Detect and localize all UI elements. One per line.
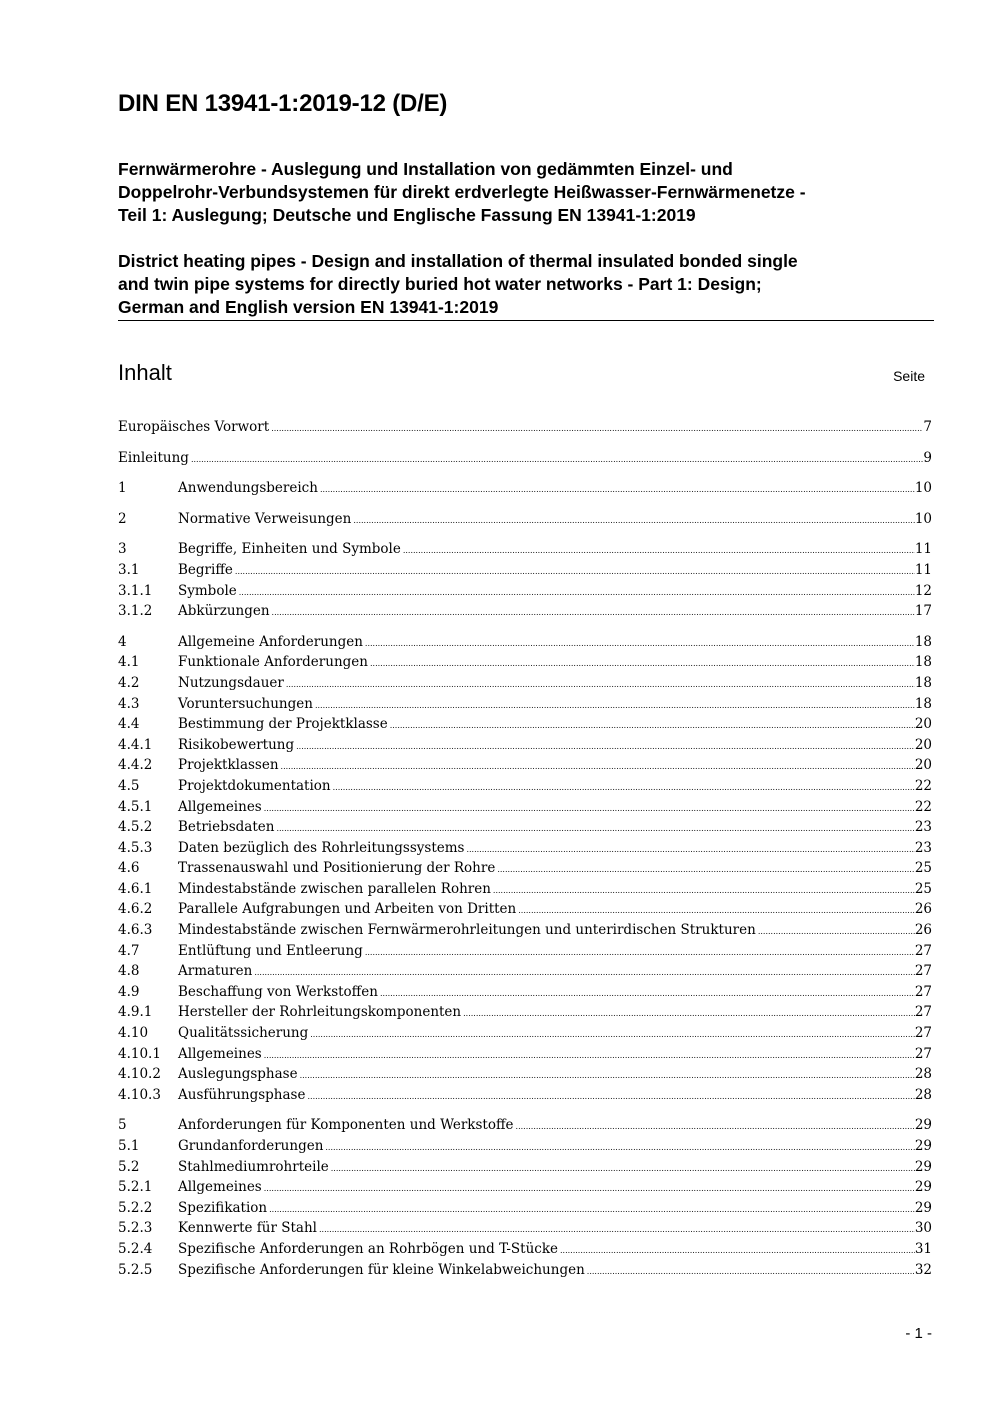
toc-entry-page: 27 (914, 1045, 932, 1062)
toc-entry[interactable] (118, 838, 932, 859)
toc-leader-dots (269, 1198, 915, 1221)
toc-entry-title: Parallele Aufgrabungen und Arbeiten von Dritten (178, 901, 517, 918)
toc-leader-dots (320, 478, 915, 501)
toc-entry[interactable] (118, 694, 932, 715)
toc-entry-page: 27 (914, 983, 932, 1000)
toc-entry-page: 12 (914, 582, 932, 599)
toc-leader-dots (587, 1260, 915, 1283)
toc-entry[interactable] (118, 1239, 932, 1260)
toc-entry-page: 18 (914, 674, 932, 691)
toc-entry-page: 10 (914, 480, 932, 497)
toc-entry-number: 5 (118, 1117, 127, 1134)
table-of-contents (118, 417, 932, 1280)
toc-entry[interactable] (118, 560, 932, 581)
toc-entry-page: 25 (914, 880, 932, 897)
toc-entry-page: 27 (914, 1004, 932, 1021)
toc-leader-dots (276, 817, 914, 840)
toc-entry-number: 4.9 (118, 983, 140, 1000)
toc-entry-title: Einleitung (118, 449, 189, 466)
toc-entry-page: 22 (914, 798, 932, 815)
toc-entry-number: 4 (118, 633, 127, 650)
toc-entry-page: 27 (914, 1025, 932, 1042)
toc-entry-page: 29 (914, 1199, 932, 1216)
toc-leader-dots (370, 652, 915, 675)
toc-leader-dots (331, 1157, 915, 1180)
toc-entry-page: 29 (914, 1179, 932, 1196)
toc-leader-dots (365, 632, 915, 655)
toc-entry-number: 2 (118, 510, 127, 527)
toc-entry-page: 7 (923, 419, 932, 435)
toc-leader-dots (310, 1023, 915, 1046)
toc-entry[interactable] (118, 1260, 932, 1281)
toc-entry-page: 32 (914, 1261, 932, 1278)
toc-entry[interactable] (118, 941, 932, 962)
toc-entry-title: Allgemeines (178, 1045, 262, 1062)
toc-entry-number: 4.7 (118, 942, 140, 959)
toc-leader-dots (264, 1177, 915, 1200)
toc-entry-number: 4.4.1 (118, 736, 153, 753)
toc-entry[interactable] (118, 673, 932, 694)
toc-entry[interactable] (118, 1157, 932, 1178)
toc-entry-number: 4.6.3 (118, 922, 153, 939)
subtitle-english: District heating pipes - Design and installation of thermal insulated bonded single and twin pipe systems for directly buried hot water networks - Part 1: Design; German and English version EN 13941-1:2019 (118, 251, 798, 317)
page-number: - 1 - (905, 1325, 932, 1342)
toc-entry[interactable] (118, 776, 932, 797)
toc-leader-dots (758, 920, 915, 943)
toc-leader-dots (296, 735, 915, 758)
toc-entry-page: 27 (914, 942, 932, 959)
title-divider (118, 320, 934, 321)
toc-entry[interactable] (118, 448, 932, 469)
toc-entry-number: 5.2 (118, 1158, 140, 1175)
toc-entry[interactable] (118, 1044, 932, 1065)
toc-leader-dots (380, 982, 915, 1005)
toc-entry-title: Mindestabstände zwischen parallelen Rohren (178, 880, 491, 897)
toc-entry-number: 4.4.2 (118, 757, 153, 774)
toc-heading: Inhalt (118, 360, 172, 385)
toc-entry[interactable] (118, 1177, 932, 1198)
toc-entry-title: Normative Verweisungen (178, 510, 352, 527)
toc-page-label: Seite (893, 368, 925, 384)
toc-entry[interactable] (118, 478, 932, 499)
toc-entry-title: Allgemeine Anforderungen (178, 633, 363, 650)
toc-entry-title: Daten bezüglich des Rohrleitungssystems (178, 839, 465, 856)
toc-entry-page: 30 (914, 1220, 932, 1237)
toc-entry-title: Allgemeines (178, 1179, 262, 1196)
toc-entry-number: 4.5.3 (118, 839, 153, 856)
toc-entry[interactable] (118, 817, 932, 838)
toc-entry-page: 28 (914, 1086, 932, 1103)
toc-entry-title: Auslegungsphase (178, 1066, 298, 1083)
toc-entry-title: Entlüftung und Entleerung (178, 942, 363, 959)
document-title: DIN EN 13941-1:2019-12 (D/E) (118, 90, 448, 117)
toc-entry-page: 26 (914, 922, 932, 939)
toc-entry-page: 11 (914, 541, 932, 558)
toc-entry-title: Europäisches Vorwort (118, 419, 270, 435)
toc-leader-dots (365, 941, 915, 964)
toc-entry-title: Anforderungen für Komponenten und Werkstoffe (178, 1117, 514, 1134)
toc-leader-dots (353, 509, 914, 532)
toc-entry-title: Abkürzungen (178, 603, 270, 620)
toc-leader-dots (239, 581, 915, 604)
toc-entry[interactable] (118, 961, 932, 982)
toc-entry[interactable] (118, 417, 932, 438)
toc-entry[interactable] (118, 1002, 932, 1023)
toc-entry-page: 31 (914, 1240, 932, 1257)
toc-entry-title: Begriffe (178, 561, 233, 578)
toc-entry-number: 5.2.2 (118, 1199, 153, 1216)
toc-entry-number: 4.10.3 (118, 1086, 161, 1103)
toc-leader-dots (463, 1002, 915, 1025)
toc-leader-dots (333, 776, 915, 799)
toc-entry-title: Qualitätssicherung (178, 1025, 309, 1042)
toc-leader-dots (254, 961, 915, 984)
toc-leader-dots (315, 694, 915, 717)
toc-entry-title: Trassenauswahl und Positionierung der Rohre (178, 860, 496, 877)
toc-entry-number: 4.1 (118, 654, 140, 671)
toc-leader-dots (300, 1064, 915, 1087)
toc-leader-dots (403, 539, 915, 562)
toc-entry[interactable] (118, 920, 932, 941)
toc-entry-title: Armaturen (178, 963, 253, 980)
toc-entry-title: Ausführungsphase (178, 1086, 306, 1103)
toc-entry[interactable] (118, 1064, 932, 1085)
toc-entry-page: 26 (914, 901, 932, 918)
toc-leader-dots (518, 899, 915, 922)
toc-leader-dots (281, 755, 915, 778)
toc-entry-title: Anwendungsbereich (178, 480, 318, 497)
toc-entry-page: 20 (914, 736, 932, 753)
toc-entry-page: 27 (914, 963, 932, 980)
toc-leader-dots (307, 1085, 914, 1108)
toc-entry[interactable] (118, 1085, 932, 1106)
toc-entry-title: Spezifikation (178, 1199, 268, 1216)
toc-leader-dots (264, 1044, 915, 1067)
toc-leader-dots (560, 1239, 915, 1262)
toc-entry-title: Spezifische Anforderungen für kleine Winkelabweichungen (178, 1261, 585, 1278)
toc-entry[interactable] (118, 982, 932, 1003)
toc-leader-dots (497, 858, 915, 881)
toc-entry-number: 5.2.3 (118, 1220, 153, 1237)
toc-entry-number: 3.1 (118, 561, 140, 578)
toc-entry-number: 4.5.1 (118, 798, 153, 815)
toc-entry[interactable] (118, 1136, 932, 1157)
toc-entry[interactable] (118, 539, 932, 560)
subtitle-german: Fernwärmerohre - Auslegung und Installation von gedämmten Einzel- und Doppelrohr-Verbundsystemen für direkt erdverlegte Heißwasser-Fernwärmenetze - Teil 1: Auslegung; Deutsche und Englische Fassung EN 13941-1:2019 (118, 159, 806, 225)
toc-entry-title: Bestimmung der Projektklasse (178, 716, 388, 733)
toc-entry-number: 4.9.1 (118, 1004, 153, 1021)
toc-leader-dots (264, 797, 915, 820)
toc-entry-number: 4.5 (118, 777, 140, 794)
toc-leader-dots (390, 714, 915, 737)
toc-entry[interactable] (118, 1115, 932, 1136)
toc-entry[interactable] (118, 601, 932, 622)
toc-entry-number: 4.10.2 (118, 1066, 161, 1083)
toc-entry-title: Begriffe, Einheiten und Symbole (178, 541, 401, 558)
toc-entry-number: 4.2 (118, 674, 140, 691)
toc-entry-page: 18 (914, 695, 932, 712)
toc-leader-dots (493, 879, 915, 902)
toc-entry-number: 4.6 (118, 860, 140, 877)
toc-entry-page: 29 (914, 1117, 932, 1134)
toc-entry-number: 4.4 (118, 716, 140, 733)
toc-entry-title: Mindestabstände zwischen Fernwärmerohrleitungen und unterirdischen Strukturen (178, 922, 756, 939)
toc-entry-number: 4.8 (118, 963, 140, 980)
toc-entry-title: Hersteller der Rohrleitungskomponenten (178, 1004, 462, 1021)
toc-entry-title: Symbole (178, 582, 237, 599)
toc-entry[interactable] (118, 1218, 932, 1239)
toc-entry-page: 18 (914, 633, 932, 650)
toc-entry[interactable] (118, 797, 932, 818)
toc-entry-page: 20 (914, 757, 932, 774)
toc-entry-number: 1 (118, 480, 127, 497)
toc-entry-number: 3.1.2 (118, 603, 153, 620)
toc-entry-number: 4.6.1 (118, 880, 153, 897)
toc-entry-page: 25 (914, 860, 932, 877)
toc-entry-title: Kennwerte für Stahl (178, 1220, 317, 1237)
toc-entry[interactable] (118, 1198, 932, 1219)
toc-leader-dots (325, 1136, 914, 1159)
toc-leader-dots (516, 1115, 915, 1138)
toc-entry[interactable] (118, 1023, 932, 1044)
toc-entry-title: Grundanforderungen (178, 1138, 324, 1154)
toc-entry[interactable] (118, 509, 932, 530)
toc-entry-title: Nutzungsdauer (178, 674, 284, 691)
toc-entry-title: Voruntersuchungen (178, 695, 313, 712)
toc-entry-title: Beschaffung von Werkstoffen (178, 983, 378, 1000)
toc-leader-dots (235, 560, 915, 583)
toc-entry-number: 5.2.5 (118, 1261, 153, 1278)
toc-entry-page: 20 (914, 716, 932, 733)
toc-entry-title: Risikobewertung (178, 736, 295, 753)
toc-entry[interactable] (118, 632, 932, 653)
toc-entry[interactable] (118, 714, 932, 735)
toc-entry-number: 4.10.1 (118, 1045, 161, 1062)
toc-entry[interactable] (118, 879, 932, 900)
toc-entry-page: 10 (914, 510, 932, 527)
toc-entry-number: 4.10 (118, 1025, 149, 1042)
toc-entry-title: Projektdokumentation (178, 777, 331, 794)
toc-entry[interactable] (118, 899, 932, 920)
toc-entry-page: 23 (914, 819, 932, 836)
toc-entry-number: 3.1.1 (118, 582, 153, 599)
toc-entry-page: 18 (914, 654, 932, 671)
toc-entry-title: Projektklassen (178, 757, 279, 774)
toc-entry-number: 5.2.4 (118, 1240, 153, 1257)
toc-entry-number: 5.2.1 (118, 1179, 153, 1196)
toc-entry-number: 4.6.2 (118, 901, 153, 918)
toc-leader-dots (271, 417, 923, 440)
toc-entry-title: Spezifische Anforderungen an Rohrbögen und T-Stücke (178, 1240, 558, 1257)
toc-entry[interactable] (118, 858, 932, 879)
toc-entry[interactable] (118, 581, 932, 602)
toc-entry[interactable] (118, 652, 932, 673)
toc-leader-dots (286, 673, 915, 696)
toc-entry-title: Allgemeines (178, 798, 262, 815)
toc-entry-page: 23 (914, 839, 932, 856)
toc-entry[interactable] (118, 755, 932, 776)
toc-entry-number: 4.3 (118, 695, 140, 712)
toc-entry-page: 9 (923, 449, 932, 466)
toc-entry-number: 5.1 (118, 1138, 140, 1154)
toc-entry-page: 29 (914, 1158, 932, 1175)
toc-entry-title: Funktionale Anforderungen (178, 654, 368, 671)
toc-leader-dots (466, 838, 914, 861)
toc-leader-dots (272, 601, 915, 624)
toc-leader-dots (191, 448, 923, 471)
toc-entry-page: 11 (914, 561, 932, 578)
toc-entry[interactable] (118, 735, 932, 756)
toc-entry-number: 4.5.2 (118, 819, 153, 836)
toc-entry-title: Betriebsdaten (178, 819, 275, 836)
toc-entry-title: Stahlmediumrohrteile (178, 1158, 329, 1175)
toc-entry-page: 17 (914, 603, 932, 620)
toc-entry-page: 29 (914, 1138, 932, 1154)
toc-entry-page: 28 (914, 1066, 932, 1083)
toc-entry-page: 22 (914, 777, 932, 794)
toc-leader-dots (319, 1218, 915, 1241)
toc-entry-number: 3 (118, 541, 127, 558)
